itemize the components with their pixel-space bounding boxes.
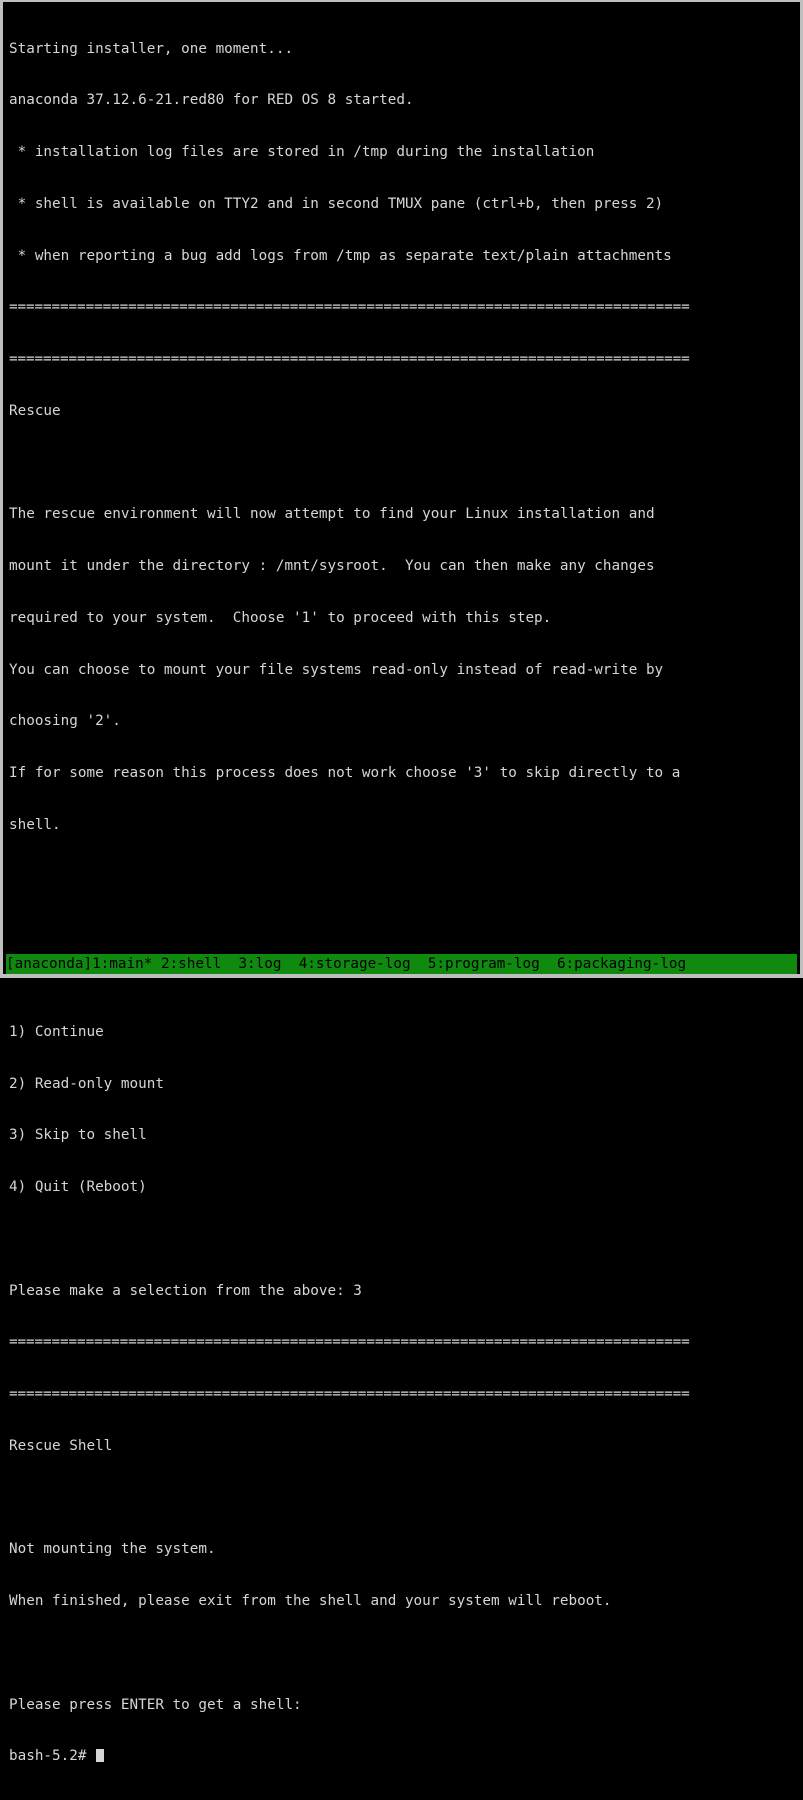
terminal-line: * installation log files are stored in /tmp during the installation	[9, 144, 595, 160]
terminal-blank-line	[9, 1231, 794, 1248]
terminal-blank-line	[9, 1645, 794, 1662]
terminal-line: required to your system. Choose '1' to proceed with this step.	[9, 609, 552, 626]
tmux-gap	[540, 954, 557, 974]
section-title-rescue: Rescue	[9, 402, 61, 419]
terminal-line: * shell is available on TTY2 and in second TMUX pane (ctrl+b, then press 2)	[9, 195, 664, 212]
tmux-window-log[interactable]: 3:log	[238, 956, 282, 972]
terminal-line: When finished, please exit from the shell and your system will reboot.	[9, 1593, 612, 1609]
tmux-window-main[interactable]: 1:main*	[92, 956, 153, 972]
terminal-blank-line	[9, 869, 794, 886]
terminal-line: You can choose to mount your file systems read-only instead of read-write by	[9, 661, 664, 678]
terminal-line: mount it under the directory : /mnt/sysroot. You can then make any changes	[9, 558, 655, 574]
tmux-status-bar[interactable]	[6, 954, 797, 974]
tmux-window-program-log[interactable]: 5:program-log	[427, 956, 540, 972]
tmux-gap	[152, 954, 161, 974]
terminal-line: The rescue environment will now attempt to find your Linux installation and	[9, 506, 655, 523]
selection-prompt[interactable]: Please make a selection from the above: 3	[9, 1282, 362, 1299]
terminal-divider: ================================================================================	[9, 1386, 690, 1402]
shell-prompt-line[interactable]	[9, 1748, 794, 1765]
menu-option-continue[interactable]: 1) Continue	[9, 1023, 104, 1040]
tmux-window-shell[interactable]: 2:shell	[160, 956, 222, 972]
terminal-blank-line	[9, 455, 794, 472]
tmux-window-packaging-log[interactable]: 6:packaging-log	[556, 956, 687, 972]
terminal-blank-line	[9, 920, 794, 937]
tmux-window-storage-log[interactable]: 4:storage-log	[298, 956, 411, 972]
terminal-line: choosing '2'.	[9, 713, 121, 730]
tmux-gap	[411, 954, 428, 974]
terminal-divider: ================================================================================	[9, 1334, 690, 1351]
menu-option-skip-to-shell[interactable]: 3) Skip to shell	[9, 1127, 147, 1144]
tmux-gap	[281, 954, 298, 974]
terminal-divider: ================================================================================	[9, 299, 690, 316]
menu-option-read-only-mount[interactable]: 2) Read-only mount	[9, 1075, 164, 1092]
terminal-divider: ================================================================================	[9, 351, 690, 367]
tmux-session-label: [anaconda]	[6, 956, 93, 972]
terminal-line: If for some reason this process does not work choose '3' to skip directly to a	[9, 765, 681, 781]
tmux-gap	[221, 954, 238, 974]
terminal-line: Not mounting the system.	[9, 1541, 216, 1558]
terminal-line: shell.	[9, 816, 61, 833]
section-title-rescue-shell: Rescue Shell	[9, 1437, 113, 1454]
shell-prompt: bash-5.2#	[9, 1748, 96, 1765]
menu-option-quit-reboot[interactable]: 4) Quit (Reboot)	[9, 1179, 147, 1195]
enter-prompt: Please press ENTER to get a shell:	[9, 1696, 302, 1713]
terminal-line: * when reporting a bug add logs from /tmp as separate text/plain attachments	[9, 247, 672, 264]
terminal-blank-line	[9, 1490, 794, 1507]
terminal-line: anaconda 37.12.6-21.red80 for RED OS 8 started.	[9, 92, 414, 109]
block-cursor-icon	[96, 1749, 104, 1762]
window-bottom-border	[3, 974, 800, 976]
terminal-line: Starting installer, one moment...	[9, 40, 294, 57]
